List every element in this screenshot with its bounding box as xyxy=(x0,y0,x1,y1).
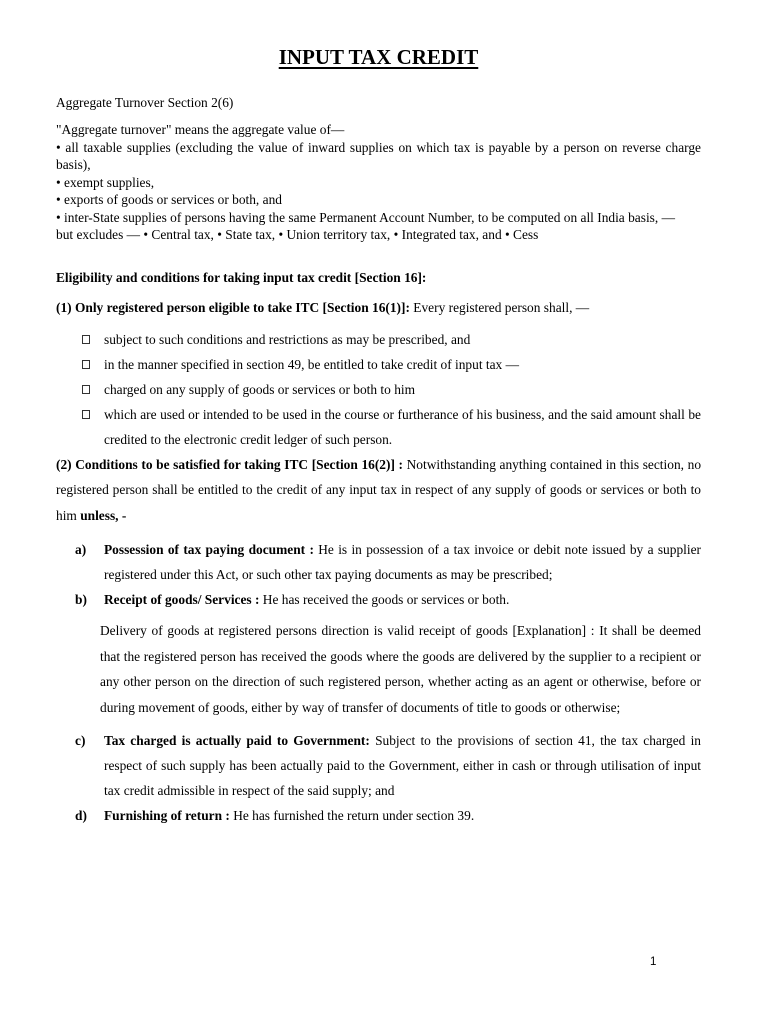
aggregate-turnover-definition xyxy=(56,121,701,244)
condition-letter: d) xyxy=(75,808,87,823)
section-16-2-label: (2) Conditions to be satisfied for taking ITC [Section 16(2)] : xyxy=(56,456,403,472)
delivery-explanation: Delivery of goods at registered persons direction is valid receipt of goods [Explanation] : It shall be deemed that the registered person has received the goods where the goods are delivered by the supplier to a recipient or any other person on the direction of such registered person, whether acting as an agent or otherwise, before or during movement of goods, either by way of transfer of documents of title to goods or otherwise; xyxy=(100,623,701,715)
conditions-list-continued xyxy=(56,728,701,828)
condition-a xyxy=(56,537,701,587)
condition-label: Tax charged is actually paid to Government: xyxy=(104,733,370,748)
section-16-2-paragraph xyxy=(56,452,701,529)
definition-item: • inter-State supplies of persons having the same Permanent Account Number, to be computed on all India basis, — xyxy=(56,209,675,225)
aggregate-turnover-heading: Aggregate Turnover Section 2(6) xyxy=(56,95,234,110)
list-item xyxy=(56,327,701,352)
section-16-1-text: Every registered person shall, — xyxy=(409,299,590,315)
section-16-1-label: (1) Only registered person eligible to take ITC [Section 16(1)]: xyxy=(56,299,410,315)
checkbox-glyph-icon xyxy=(82,360,90,369)
list-item xyxy=(56,377,701,402)
conditions-list xyxy=(56,537,701,612)
condition-letter: a) xyxy=(75,542,87,557)
checkbox-glyph-icon xyxy=(82,410,90,419)
condition-letter: c) xyxy=(75,733,86,748)
section-16-1-paragraph xyxy=(56,299,701,317)
condition-text: He has furnished the return under section 39. xyxy=(229,808,475,823)
list-item xyxy=(56,352,701,377)
page-number: 1 xyxy=(650,956,657,968)
condition-text: Subject to the provisions of section 41, the tax charged in respect of such supply has been actually paid to the Government, either in cash or through utilisation of input tax credit admissible in respect of the said supply; and xyxy=(104,733,702,798)
list-item-text: in the manner specified in section 49, be entitled to take credit of input tax — xyxy=(104,356,519,372)
condition-d xyxy=(56,803,701,828)
section-16-heading: Eligibility and conditions for taking input tax credit [Section 16]: xyxy=(56,269,427,285)
definition-item: • all taxable supplies (excluding the value of inward supplies on which tax is payable by a person on reverse charge basis), xyxy=(56,139,701,172)
definition-item: • exempt supplies, xyxy=(56,174,155,190)
checkbox-glyph-icon xyxy=(82,335,90,344)
section-16-1-list xyxy=(56,327,701,452)
condition-label: Furnishing of return : xyxy=(104,808,230,823)
definition-item: • exports of goods or services or both, and xyxy=(56,192,282,207)
document-page xyxy=(56,40,701,828)
page-title: INPUT TAX CREDIT xyxy=(278,45,479,69)
list-item-text: subject to such conditions and restrictions as may be prescribed, and xyxy=(104,331,471,347)
section-16-2-unless: unless, - xyxy=(80,507,127,523)
section-16-2-text: Notwithstanding anything contained in this section, no registered person shall be entitled to the credit of any input tax in respect of any supply of goods or services or both to him xyxy=(56,456,702,523)
definition-excludes: but excludes — • Central tax, • State tax, • Union territory tax, • Integrated tax, and • Cess xyxy=(56,227,539,242)
condition-label: Receipt of goods/ Services : xyxy=(104,592,260,607)
condition-text: He is in possession of a tax invoice or debit note issued by a supplier registered under this Act, or such other tax paying documents as may be prescribed; xyxy=(104,542,701,582)
condition-b xyxy=(56,587,701,612)
condition-letter: b) xyxy=(75,592,87,607)
definition-intro: "Aggregate turnover" means the aggregate value of— xyxy=(56,122,345,137)
condition-c xyxy=(56,728,701,803)
list-item-text: which are used or intended to be used in the course or furtherance of his business, and the said amount shall be credited to the electronic credit ledger of such person. xyxy=(104,406,701,447)
list-item xyxy=(56,402,701,452)
condition-text: He has received the goods or services or both. xyxy=(259,592,510,607)
checkbox-glyph-icon xyxy=(82,385,90,394)
condition-label: Possession of tax paying document : xyxy=(104,542,314,557)
list-item-text: charged on any supply of goods or services or both to him xyxy=(104,381,416,397)
